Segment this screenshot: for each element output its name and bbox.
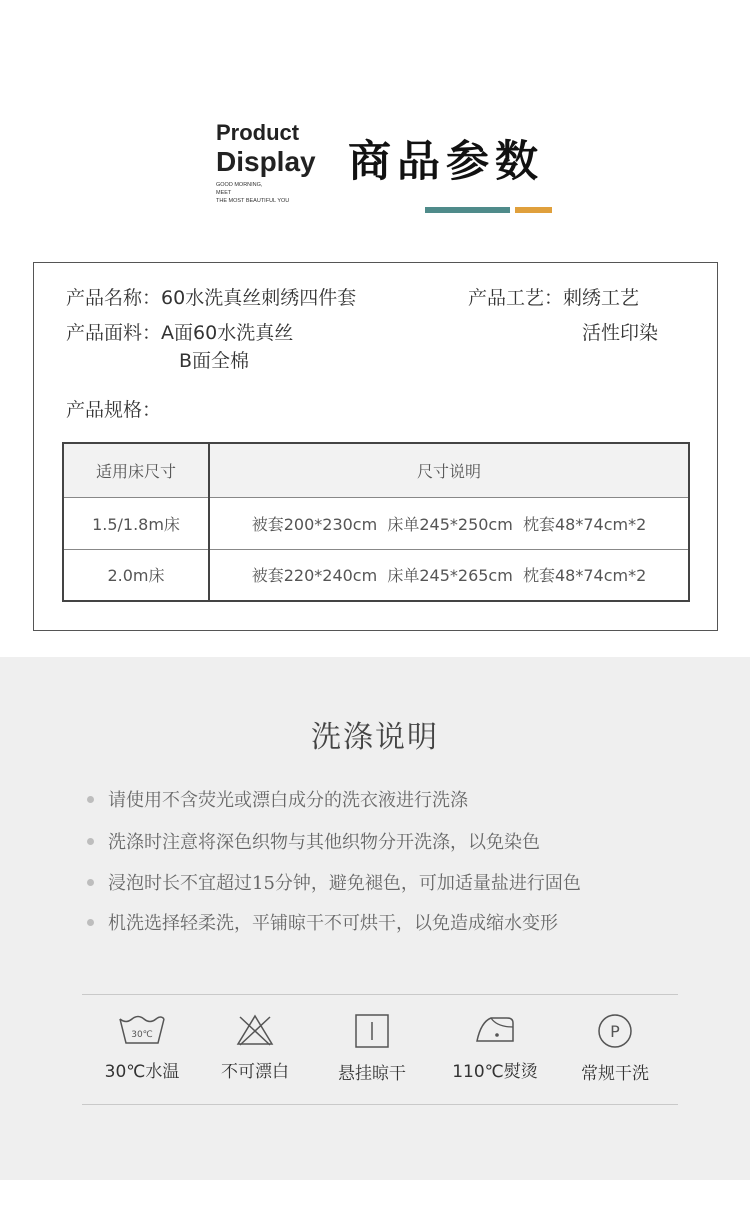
list-item: 浸泡时长不宜超过15分钟，避免褪色，可加适量盐进行固色 bbox=[87, 872, 581, 896]
page-title: 商品参数 bbox=[348, 137, 544, 187]
list-item: 机洗选择轻柔洗，平铺晾干不可烘干，以免造成缩水变形 bbox=[87, 912, 558, 936]
table-cell-desc: 被套200*230cm 床单245*250cm 枕套48*74cm*2 bbox=[209, 497, 689, 549]
table-cell-bed: 2.0m床 bbox=[63, 549, 209, 601]
care-label: 常规干洗 bbox=[581, 1064, 649, 1084]
bullet-icon bbox=[87, 879, 94, 886]
wash-30-icon bbox=[117, 1013, 167, 1047]
table-row bbox=[63, 549, 689, 601]
list-item: 洗涤时注意将深色织物与其他织物分开洗涤，以免染色 bbox=[87, 831, 540, 855]
param-fabric: 产品面料：A面60水洗真丝 bbox=[66, 322, 294, 344]
param-fabric-2: B面全棉 bbox=[179, 350, 250, 372]
header-en-line2: Display bbox=[216, 146, 316, 177]
param-name: 产品名称：60水洗真丝刺绣四件套 bbox=[66, 287, 357, 309]
wash-instructions-section bbox=[0, 657, 750, 1180]
wash-title: 洗涤说明 bbox=[311, 720, 439, 755]
bullet-icon bbox=[87, 838, 94, 845]
table-cell-bed: 1.5/1.8m床 bbox=[63, 497, 209, 549]
iron-icon bbox=[473, 1013, 517, 1047]
table-cell-desc: 被套220*240cm 床单245*265cm 枕套48*74cm*2 bbox=[209, 549, 689, 601]
divider-bottom bbox=[82, 1104, 678, 1105]
header-english-title bbox=[216, 121, 346, 205]
care-label: 30℃水温 bbox=[104, 1062, 180, 1082]
table-row bbox=[63, 497, 689, 549]
param-craft-2: 活性印染 bbox=[582, 322, 659, 344]
divider-top bbox=[82, 994, 678, 995]
svg-text:P: P bbox=[610, 1022, 620, 1041]
table-header-bed-size: 适用床尺寸 bbox=[63, 443, 209, 497]
bullet-icon bbox=[87, 796, 94, 803]
care-item-dry-clean bbox=[555, 1013, 675, 1084]
table-header-row bbox=[63, 443, 689, 497]
header-en-tagline: GOOD MORNING, MEET THE MOST BEAUTIFUL YOU bbox=[216, 182, 290, 204]
list-item: 请使用不含荧光或漂白成分的洗衣液进行洗涤 bbox=[87, 789, 468, 813]
header-en-line1: Product bbox=[216, 120, 300, 145]
care-label: 110℃熨烫 bbox=[452, 1062, 538, 1082]
no-bleach-icon bbox=[235, 1013, 275, 1047]
care-label: 悬挂晾干 bbox=[338, 1064, 406, 1084]
bullet-icon bbox=[87, 919, 94, 926]
care-item-line-dry bbox=[312, 1013, 432, 1084]
decor-bar-teal bbox=[425, 207, 510, 213]
care-label: 不可漂白 bbox=[221, 1062, 289, 1082]
care-item-no-bleach bbox=[195, 1013, 315, 1082]
spec-table bbox=[62, 442, 690, 602]
care-item-iron bbox=[435, 1013, 555, 1082]
care-item-wash-30 bbox=[82, 1013, 202, 1082]
svg-text:30℃: 30℃ bbox=[131, 1030, 153, 1040]
table-header-size-desc: 尺寸说明 bbox=[209, 443, 689, 497]
product-params-box bbox=[33, 262, 718, 631]
param-spec-label: 产品规格： bbox=[66, 399, 162, 421]
param-craft: 产品工艺：刺绣工艺 bbox=[468, 287, 640, 309]
line-dry-icon bbox=[354, 1013, 390, 1049]
dry-clean-p-icon bbox=[597, 1013, 633, 1049]
decor-bar-orange bbox=[515, 207, 552, 213]
